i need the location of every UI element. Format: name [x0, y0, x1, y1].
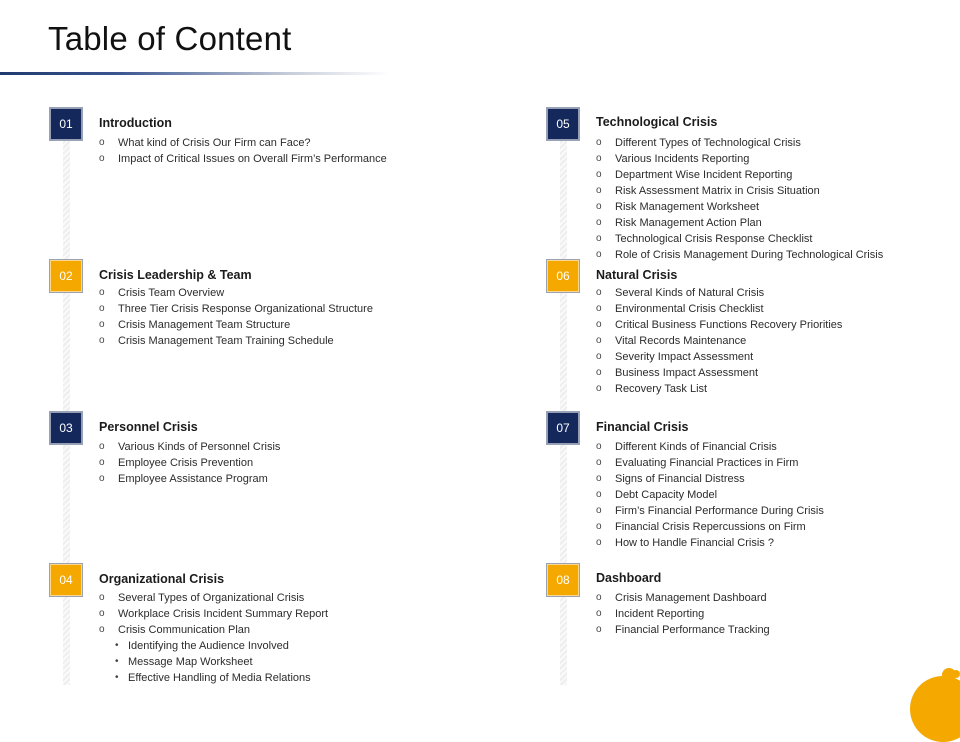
- section-items: [596, 135, 883, 263]
- list-item: o Signs of Financial Distress: [596, 473, 745, 485]
- list-item: o Debt Capacity Model: [596, 489, 718, 501]
- list-item: o Three Tier Crisis Response Organizational Structure: [99, 303, 373, 315]
- section-title: Crisis Leadership & Team: [99, 268, 252, 282]
- list-item: o Department Wise Incident Reporting: [596, 169, 793, 181]
- list-item: o What kind of Crisis Our Firm can Face?: [99, 137, 311, 149]
- section-number-badge: 04: [50, 564, 82, 596]
- section-number-badge: 03: [50, 412, 82, 444]
- list-item: o Workplace Crisis Incident Summary Report: [99, 608, 329, 620]
- list-item: o Risk Assessment Matrix in Crisis Situation: [596, 185, 820, 197]
- list-item: o Crisis Management Dashboard: [596, 592, 767, 604]
- section-items: [596, 590, 770, 638]
- decorative-circle-tiny: [952, 670, 960, 678]
- left-column-line: [63, 130, 70, 685]
- sub-list-item: • Effective Handling of Media Relations: [115, 672, 311, 684]
- list-item: o Financial Performance Tracking: [596, 624, 770, 636]
- section-items: [99, 590, 328, 686]
- section-number-badge: 06: [547, 260, 579, 292]
- list-item: o Firm’s Financial Performance During Crisis: [596, 505, 824, 517]
- section-title: Organizational Crisis: [99, 572, 225, 586]
- list-item: o Financial Crisis Repercussions on Firm: [596, 521, 806, 533]
- list-item: o Risk Management Worksheet: [596, 201, 760, 213]
- list-item: o Crisis Management Team Structure: [99, 319, 291, 331]
- section-items: [596, 285, 842, 397]
- list-item: o Crisis Management Team Training Schedule: [99, 335, 334, 347]
- list-item: o Different Types of Technological Crisis: [596, 137, 801, 149]
- list-item: o Role of Crisis Management During Technological Crisis: [596, 249, 884, 261]
- section-number-badge: 05: [547, 108, 579, 140]
- page-title: Table of Content: [48, 20, 292, 57]
- list-item: o Vital Records Maintenance: [596, 335, 747, 347]
- sub-list-item: • Identifying the Audience Involved: [115, 640, 289, 652]
- list-item: o Business Impact Assessment: [596, 367, 759, 379]
- section-title: Personnel Crisis: [99, 420, 198, 434]
- section-number-badge: 07: [547, 412, 579, 444]
- section-title: Financial Crisis: [596, 420, 689, 434]
- list-item: o Several Types of Organizational Crisis: [99, 592, 305, 604]
- section-title: Introduction: [99, 116, 172, 130]
- list-item: o Different Kinds of Financial Crisis: [596, 441, 777, 453]
- list-item: o Crisis Team Overview: [99, 287, 225, 299]
- list-item: o Several Kinds of Natural Crisis: [596, 287, 765, 299]
- section-items: [99, 135, 387, 167]
- list-item: o Crisis Communication Plan: [99, 624, 251, 636]
- list-item: o How to Handle Financial Crisis ?: [596, 537, 774, 549]
- section-number-badge: 08: [547, 564, 579, 596]
- list-item: o Evaluating Financial Practices in Firm: [596, 457, 799, 469]
- section-title: Technological Crisis: [596, 115, 718, 129]
- title-underline: [0, 72, 390, 75]
- section-title: Dashboard: [596, 571, 662, 585]
- section-items: [596, 439, 824, 551]
- list-item: o Employee Assistance Program: [99, 473, 268, 485]
- right-column-line: [560, 130, 567, 685]
- section-items: [99, 285, 373, 349]
- section-number-badge: 01: [50, 108, 82, 140]
- section-title: Natural Crisis: [596, 268, 678, 282]
- list-item: o Severity Impact Assessment: [596, 351, 754, 363]
- sub-list-item: • Message Map Worksheet: [115, 656, 253, 668]
- section-number-badge: 02: [50, 260, 82, 292]
- list-item: o Environmental Crisis Checklist: [596, 303, 764, 315]
- section-items: [99, 439, 280, 487]
- decorative-circle-large: [910, 676, 960, 742]
- list-item: o Technological Crisis Response Checklist: [596, 233, 813, 245]
- list-item: o Recovery Task List: [596, 383, 708, 395]
- list-item: o Various Kinds of Personnel Crisis: [99, 441, 281, 453]
- list-item: o Various Incidents Reporting: [596, 153, 750, 165]
- list-item: o Impact of Critical Issues on Overall Firm’s Performance: [99, 153, 387, 165]
- list-item: o Critical Business Functions Recovery Priorities: [596, 319, 843, 331]
- list-item: o Employee Crisis Prevention: [99, 457, 254, 469]
- list-item: o Incident Reporting: [596, 608, 705, 620]
- list-item: o Risk Management Action Plan: [596, 217, 762, 229]
